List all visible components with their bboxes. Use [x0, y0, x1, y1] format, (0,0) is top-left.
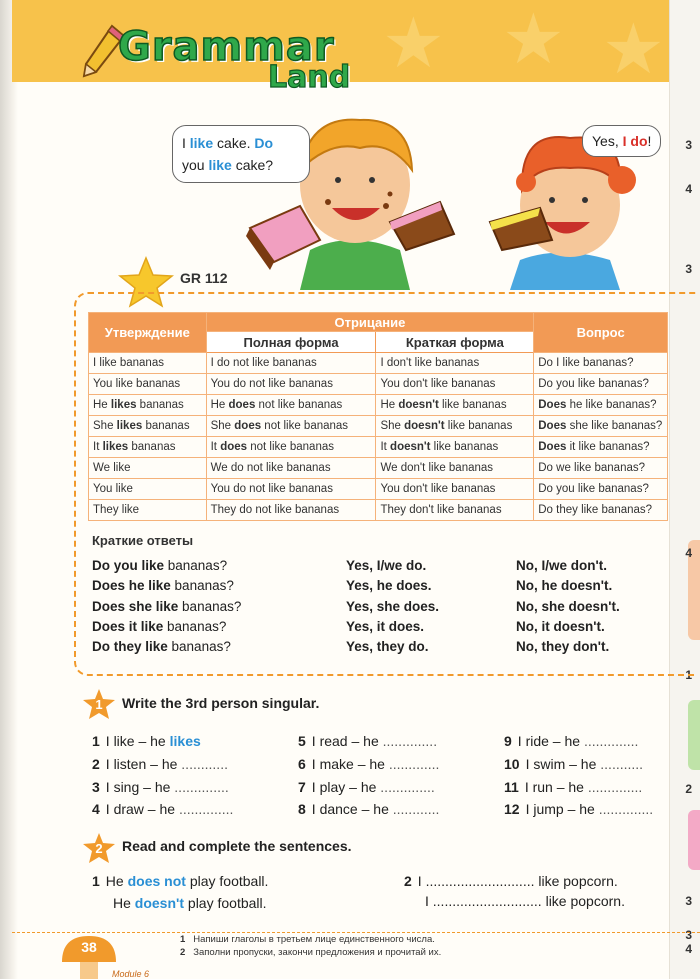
- exercise-item: 6 I make – he .............: [298, 756, 440, 772]
- cell: She doesn't like bananas: [376, 416, 534, 437]
- cell: He likes bananas: [89, 395, 207, 416]
- page-tab: [688, 810, 700, 870]
- cell: You do not like bananas: [206, 479, 376, 500]
- cell: They do not like bananas: [206, 500, 376, 521]
- cell: Do I like bananas?: [534, 353, 668, 374]
- cell: He doesn't like bananas: [376, 395, 534, 416]
- cell: You like bananas: [89, 374, 207, 395]
- margin-number: 4: [685, 182, 692, 196]
- margin-number: 3: [685, 138, 692, 152]
- cell: You don't like bananas: [376, 479, 534, 500]
- margin-number: 3: [685, 262, 692, 276]
- margin-number: 3: [685, 928, 692, 942]
- cell: I don't like bananas: [376, 353, 534, 374]
- cell: Do you like bananas?: [534, 479, 668, 500]
- exercise-title: Write the 3rd person singular.: [122, 695, 320, 711]
- exercise-item: 10 I swim – he ...........: [504, 756, 644, 772]
- cell: I like bananas: [89, 353, 207, 374]
- short-answer-question: Do they like bananas?: [92, 639, 231, 654]
- module-label: Module 6: [112, 969, 150, 979]
- short-answer-yes: Yes, it does.: [346, 619, 425, 634]
- banner-star-decoration: ★: [602, 10, 665, 88]
- cell: Does she like bananas?: [534, 416, 668, 437]
- page-tab: [688, 700, 700, 770]
- cell: She does not like bananas: [206, 416, 376, 437]
- speech-bubble-right: Yes, I do!: [582, 125, 661, 157]
- table-row: [89, 479, 668, 500]
- cell: Do you like bananas?: [534, 374, 668, 395]
- cell: It does not like bananas: [206, 437, 376, 458]
- short-answer-yes: Yes, they do.: [346, 639, 429, 654]
- short-answer-question: Does he like bananas?: [92, 578, 234, 593]
- binding-shadow: [0, 0, 18, 979]
- cell: We like: [89, 458, 207, 479]
- header-full-form: Полная форма: [206, 332, 376, 353]
- short-answers-title: Краткие ответы: [92, 533, 194, 548]
- exercise-item: 2 I ............................ like popcorn.: [404, 873, 618, 889]
- table-row: [89, 416, 668, 437]
- exercise-item: 9 I ride – he ..............: [504, 733, 639, 749]
- margin-number: 1: [685, 668, 692, 682]
- short-answer-no: No, he doesn't.: [516, 578, 613, 593]
- margin-number: 4: [685, 546, 692, 560]
- exercise-item: 4 I draw – he ..............: [92, 801, 234, 817]
- short-answer-yes: Yes, he does.: [346, 578, 432, 593]
- cell: It doesn't like bananas: [376, 437, 534, 458]
- footnote: 1 Напиши глаголы в третьем лице единственного числа.: [180, 934, 435, 945]
- exercise-number: 2: [95, 841, 103, 856]
- cell: She likes bananas: [89, 416, 207, 437]
- banner-star-decoration: ★: [382, 4, 445, 82]
- exercise-item: 11 I run – he ..............: [504, 779, 643, 795]
- cell: It likes bananas: [89, 437, 207, 458]
- table-row: [89, 353, 668, 374]
- cell: They like: [89, 500, 207, 521]
- page-number: 38: [81, 939, 97, 955]
- exercise-item: 12 I jump – he ..............: [504, 801, 654, 817]
- short-answer-yes: Yes, I/we do.: [346, 558, 427, 573]
- exercise-item: 1 He does not play football.: [92, 873, 269, 889]
- cell: You don't like bananas: [376, 374, 534, 395]
- header-short-form: Краткая форма: [376, 332, 534, 353]
- logo-grammar: Grammar: [118, 24, 335, 70]
- grammar-reference-code: GR 112: [180, 270, 228, 286]
- exercise-number: 1: [95, 697, 103, 712]
- short-answer-question: Do you like bananas?: [92, 558, 228, 573]
- grammar-table: [88, 312, 668, 521]
- table-row: [89, 500, 668, 521]
- cell: He does not like bananas: [206, 395, 376, 416]
- short-answer-yes: Yes, she does.: [346, 599, 440, 614]
- footnote: 2 Заполни пропуски, закончи предложения и прочитай их.: [180, 947, 442, 958]
- speech-bubble-left: I like cake. Do you like cake?: [172, 125, 310, 183]
- exercise-item: 3 I sing – he ..............: [92, 779, 229, 795]
- exercise-item: He doesn't play football.: [113, 895, 267, 911]
- logo-land: Land: [268, 60, 351, 95]
- margin-number: 4: [685, 942, 692, 956]
- cell: We don't like bananas: [376, 458, 534, 479]
- header-affirmative: Утверждение: [89, 313, 207, 353]
- exercise-item: 7 I play – he ..............: [298, 779, 435, 795]
- short-answer-no: No, she doesn't.: [516, 599, 620, 614]
- cell: Do we like bananas?: [534, 458, 668, 479]
- margin-number: 3: [685, 894, 692, 908]
- cell: Does it like bananas?: [534, 437, 668, 458]
- short-answer-no: No, they don't.: [516, 639, 610, 654]
- cell: Does he like bananas?: [534, 395, 668, 416]
- exercise-item: 5 I read – he ..............: [298, 733, 438, 749]
- short-answer-question: Does she like bananas?: [92, 599, 242, 614]
- header-negative: Отрицание: [206, 313, 534, 332]
- short-answer-question: Does it like bananas?: [92, 619, 227, 634]
- cell: I do not like bananas: [206, 353, 376, 374]
- exercise-item: 8 I dance – he ............: [298, 801, 440, 817]
- short-answer-no: No, it doesn't.: [516, 619, 605, 634]
- table-row: [89, 437, 668, 458]
- banner-star-decoration: ★: [502, 0, 565, 78]
- exercise-title: Read and complete the sentences.: [122, 838, 352, 854]
- table-row: [89, 458, 668, 479]
- cell: Do they like bananas?: [534, 500, 668, 521]
- header-question: Вопрос: [534, 313, 668, 353]
- table-row: [89, 374, 668, 395]
- margin-number: 2: [685, 782, 692, 796]
- cell: You like: [89, 479, 207, 500]
- exercise-item: 1 I like – he likes: [92, 733, 201, 749]
- cell: You do not like bananas: [206, 374, 376, 395]
- cell: We do not like bananas: [206, 458, 376, 479]
- cell: They don't like bananas: [376, 500, 534, 521]
- short-answer-no: No, I/we don't.: [516, 558, 607, 573]
- exercise-item: I ............................ like popcorn.: [425, 893, 625, 909]
- exercise-item: 2 I listen – he ............: [92, 756, 228, 772]
- table-row: [89, 395, 668, 416]
